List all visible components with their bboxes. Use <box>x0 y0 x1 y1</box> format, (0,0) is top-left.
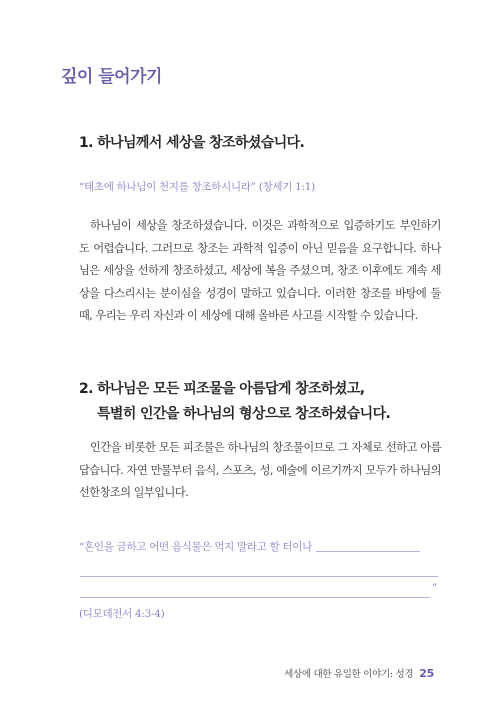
heading-2-line-1: 2. 하나님은 모든 피조물을 아름답게 창조하셨고, <box>79 381 365 397</box>
section-title: 깊이 들어가기 <box>61 67 162 87</box>
paragraph-1: 하나님이 세상을 창조하셨습니다. 이것은 과학적으로 입증하기도 부인하기도 어렵습니다. 그러므로 창조는 과학적 입증이 아닌 믿음을 요구합니다. 하나님은 세상을 선하게 창조하셨고, 세상에 복을 주셨으며, 창조 이후에도 계속 세상을 다스리시는 분이심을 성경이 말하고 있습니다. 이러한 창조를 바탕에 둘 때, 우리는 우리 자신과 이 세상에 대해 올바른 사고를 시작할 수 있습니다. <box>79 219 441 322</box>
footer-title: 세상에 대한 유일한 이야기: 성경 <box>284 669 414 680</box>
fill-in-blank-inline[interactable] <box>316 551 420 552</box>
fill-in-quote <box>79 539 441 554</box>
page-footer <box>284 666 434 680</box>
heading-2-line-2: 특별히 인간을 하나님의 형상으로 창조하셨습니다. <box>97 406 391 422</box>
scripture-reference: (디모데전서 4:3-4) <box>79 608 165 620</box>
page-number: 25 <box>419 667 434 680</box>
fill-in-blank-line-1[interactable] <box>80 576 438 577</box>
paragraph-2: 인간을 비롯한 모든 피조물은 하나님의 창조물이므로 그 자체로 선하고 아름답습니다. 자연 만물부터 음식, 스포츠, 성, 예술에 이르기까지 모두가 하나님의 선한창조의 일부입니다. <box>79 441 441 499</box>
fill-in-quote-text: “혼인을 금하고 어떤 음식물은 먹지 말라고 할 터이나 <box>79 541 313 553</box>
heading-1: 1. 하나님께서 세상을 창조하셨습니다. <box>79 135 305 151</box>
heading-2 <box>79 377 390 427</box>
closing-quote-mark: ” <box>432 583 438 594</box>
scripture-quote: “태초에 하나님이 천지를 창조하시니라” (창세기 1:1) <box>79 181 315 193</box>
fill-in-blank-line-2[interactable] <box>80 597 430 598</box>
